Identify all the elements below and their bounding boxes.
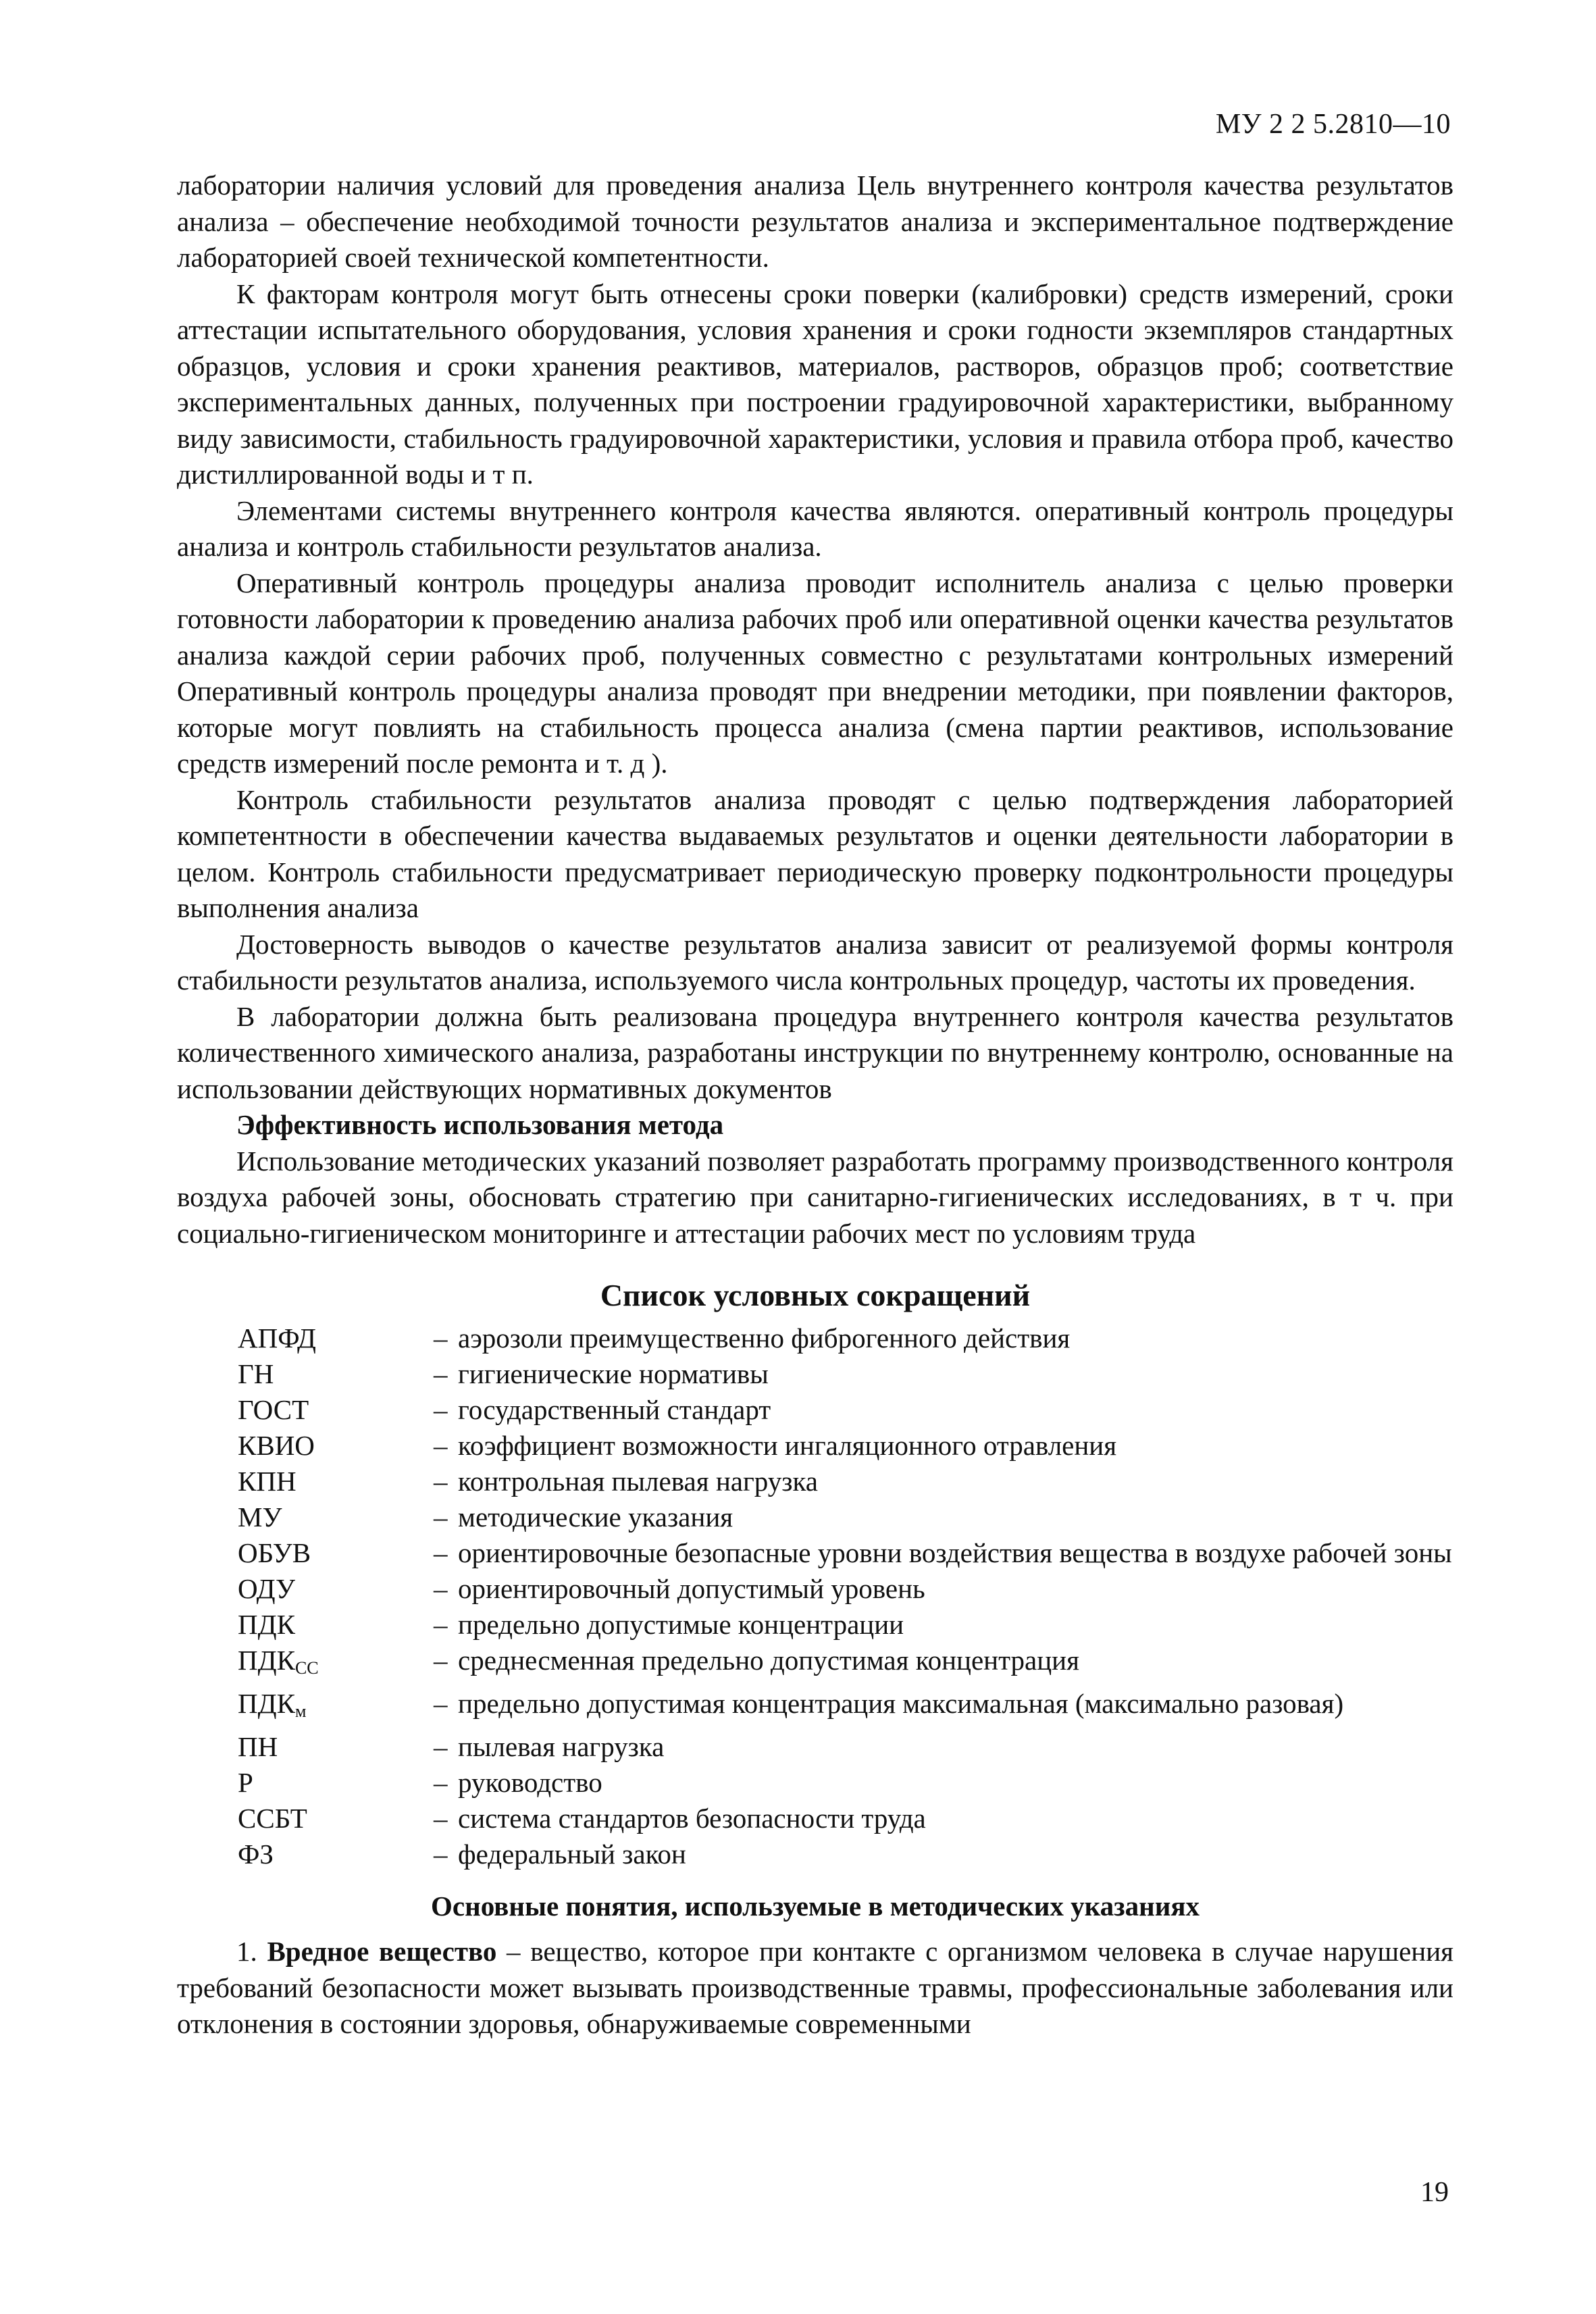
dash-separator: – — [434, 1501, 448, 1533]
abbreviation-definition-text: методические указания — [458, 1501, 733, 1533]
paragraph: Достоверность выводов о качестве результатов анализа зависит от реализуемой формы контроля стабильности результатов анализа, используемого числа контрольных процедур, частоты их проведения. — [177, 928, 1453, 996]
abbreviation-definition-text: система стандартов безопасности труда — [458, 1802, 926, 1834]
abbreviation-row — [238, 1836, 1453, 1872]
abbreviation-row — [238, 1801, 1453, 1836]
abbreviation-definition-text: федеральный закон — [458, 1838, 686, 1870]
concepts-title: Основные понятия, используемые в методических указаниях — [430, 1890, 1200, 1922]
abbreviation-definition — [434, 1801, 1453, 1836]
dash-separator: – — [434, 1644, 448, 1676]
abbreviation-term-text: КПН — [238, 1465, 297, 1497]
abbreviation-term-subscript: СС — [294, 1657, 319, 1678]
dash-separator: – — [434, 1465, 448, 1497]
abbreviation-term — [238, 1686, 434, 1729]
dash-separator: – — [434, 1687, 448, 1719]
abbreviation-term-text: Р — [238, 1766, 253, 1798]
dash-separator: – — [434, 1322, 448, 1354]
abbreviation-term — [238, 1535, 434, 1571]
abbreviation-term-text: ОБУВ — [238, 1537, 311, 1568]
abbreviation-term-text: ПДК — [238, 1687, 295, 1719]
paragraph: Оперативный контроль процедуры анализа проводит исполнитель анализа с целью проверки готовности лаборатории к проведению анализа рабочих проб или оперативной оценки качества результатов анализа каждой серии рабочих проб, полученных совместно с результатами контрольных измерений Оперативный контроль процедуры анализа проводят при внедрении методики, при появлении факторов, которые могут повлиять на стабильность процесса анализа (смена партии реактивов, использование средств измерений после ремонта и т. д ). — [177, 567, 1453, 779]
abbreviation-definition — [434, 1320, 1453, 1356]
concept-item-1 — [177, 1934, 1453, 2042]
abbreviation-definition-text: предельно допустимые концентрации — [458, 1608, 904, 1640]
efficiency-heading: Эффективность использования метода — [236, 1109, 724, 1140]
abbreviation-definition — [434, 1765, 1453, 1801]
abbreviation-definition-text: контрольная пылевая нагрузка — [458, 1465, 818, 1497]
abbreviation-definition-text: коэффициент возможности ингаляционного отравления — [458, 1429, 1117, 1461]
abbreviation-definition — [434, 1499, 1453, 1535]
paragraph: К факторам контроля могут быть отнесены сроки поверки (калибровки) средств измерений, сроки аттестации испытательного оборудования, условия хранения и сроки годности экземпляров стандартных образцов, условия и сроки хранения реактивов, материалов, растворов, образцов проб; соответствие экспериментальных данных, полученных при построении градуировочной характеристики, выбранному виду зависимости, стабильность градуировочной характеристики, условия и правила отбора проб, качество дистиллированной воды и т п. — [177, 278, 1453, 490]
abbreviation-definition-text: ориентировочный допустимый уровень — [458, 1572, 925, 1604]
abbreviation-definition-text: гигиенические нормативы — [458, 1358, 769, 1389]
page-number: 19 — [1420, 2177, 1449, 2208]
abbreviation-term-text: ПН — [238, 1730, 278, 1762]
abbreviation-definition — [434, 1392, 1453, 1428]
abbreviation-term — [238, 1464, 434, 1499]
abbreviation-definition — [434, 1643, 1453, 1678]
abbreviation-term-text: МУ — [238, 1501, 282, 1533]
abbreviations-list — [238, 1320, 1453, 1872]
abbreviation-definition-text: предельно допустимая концентрация максимальная (максимально разовая) — [458, 1687, 1344, 1719]
abbreviation-term-text: ССБТ — [238, 1802, 307, 1834]
paragraph: лаборатории наличия условий для проведения анализа Цель внутреннего контроля качества результатов анализа – обеспечение необходимой точности результатов анализа и экспериментальное подтверждение лабораторией своей технической компетентности. — [177, 170, 1453, 273]
page-body — [177, 168, 1453, 2042]
abbreviation-term — [238, 1729, 434, 1765]
abbreviation-row — [238, 1607, 1453, 1643]
abbreviation-row — [238, 1765, 1453, 1801]
abbreviations-title: Список условных сокращений — [600, 1278, 1031, 1312]
dash-separator: – — [434, 1802, 448, 1834]
abbreviation-term — [238, 1392, 434, 1428]
dash-separator: – — [434, 1608, 448, 1640]
abbreviation-row — [238, 1392, 1453, 1428]
abbreviation-term-text: ФЗ — [238, 1838, 274, 1870]
abbreviation-term-text: ПДК — [238, 1644, 295, 1676]
paragraph: В лаборатории должна быть реализована процедура внутреннего контроля качества результатов количественного химического анализа, разработаны инструкции по внутреннему контролю, основанные на использовании действующих нормативных документов — [177, 1000, 1453, 1104]
abbreviation-definition — [434, 1729, 1453, 1765]
abbreviation-definition-text: аэрозоли преимущественно фиброгенного действия — [458, 1322, 1071, 1354]
abbreviation-row — [238, 1320, 1453, 1356]
abbreviation-term — [238, 1765, 434, 1801]
abbreviation-definition-text: руководство — [458, 1766, 602, 1798]
efficiency-paragraph: Использование методических указаний позволяет разработать программу производственного контроля воздуха рабочей зоны, обосновать стратегию при санитарно-гигиенических исследованиях, в т ч. при социально-гигиеническом мониторинге и аттестации рабочих мест по условиям труда — [177, 1145, 1453, 1249]
abbreviation-term — [238, 1428, 434, 1464]
concept-term: Вредное вещество — [267, 1936, 497, 1967]
abbreviation-term-subscript: м — [294, 1701, 307, 1721]
dash-separator: – — [434, 1730, 448, 1762]
dash-separator: – — [434, 1358, 448, 1389]
dash-separator: – — [434, 1838, 448, 1870]
abbreviation-row — [238, 1428, 1453, 1464]
paragraph: Контроль стабильности результатов анализа проводят с целью подтверждения лабораторией компетентности в обеспечении качества выдаваемых результатов и оценки деятельности лаборатории в целом. Контроль стабильности предусматривает периодическую проверку подконтрольности процедуры выполнения анализа — [177, 783, 1453, 923]
abbreviation-definition — [434, 1571, 1453, 1607]
abbreviation-row — [238, 1356, 1453, 1392]
abbreviation-row — [238, 1535, 1453, 1571]
abbreviation-term-text: АПФД — [238, 1322, 316, 1354]
abbreviation-term — [238, 1356, 434, 1392]
abbreviation-definition-text: ориентировочные безопасные уровни воздействия вещества в воздухе рабочей зоны — [458, 1537, 1452, 1568]
abbreviation-term — [238, 1643, 434, 1686]
abbreviation-row — [238, 1729, 1453, 1765]
dash-separator: – — [434, 1393, 448, 1425]
abbreviation-term-text: ПДК — [238, 1608, 295, 1640]
abbreviation-definition-text: среднесменная предельно допустимая концентрация — [458, 1644, 1079, 1676]
abbreviation-definition — [434, 1607, 1453, 1643]
abbreviation-term-text: ГОСТ — [238, 1393, 309, 1425]
paragraph: Элементами системы внутреннего контроля качества являются. оперативный контроль процедуры анализа и контроль стабильности результатов анализа. — [177, 494, 1453, 562]
abbreviation-term — [238, 1571, 434, 1607]
abbreviation-definition — [434, 1686, 1453, 1722]
abbreviation-row — [238, 1571, 1453, 1607]
dash-separator: – — [434, 1537, 448, 1568]
dash-separator: – — [434, 1572, 448, 1604]
abbreviation-term — [238, 1607, 434, 1643]
abbreviation-definition — [434, 1428, 1453, 1464]
abbreviation-term-text: КВИО — [238, 1429, 315, 1461]
abbreviation-term — [238, 1801, 434, 1836]
abbreviation-row — [238, 1686, 1453, 1729]
abbreviation-term — [238, 1836, 434, 1872]
dash-separator: – — [434, 1429, 448, 1461]
abbreviation-row — [238, 1643, 1453, 1686]
concept-definition: – вещество, которое при контакте с организмом человека в случае нарушения требований безопасности может вызывать производственные травмы, профессиональные заболевания или отклонения в состоянии здоровья, обнаруживаемые современными — [177, 1936, 1454, 2039]
document-code: МУ 2 2 5.2810—10 — [1215, 109, 1451, 140]
abbreviation-term-text: ГН — [238, 1358, 274, 1389]
abbreviation-row — [238, 1499, 1453, 1535]
abbreviation-term-text: ОДУ — [238, 1572, 296, 1604]
abbreviation-definition-text: пылевая нагрузка — [458, 1730, 665, 1762]
abbreviation-definition — [434, 1535, 1453, 1571]
abbreviation-definition — [434, 1356, 1453, 1392]
abbreviation-term — [238, 1499, 434, 1535]
abbreviation-definition — [434, 1464, 1453, 1499]
dash-separator: – — [434, 1766, 448, 1798]
abbreviation-row — [238, 1464, 1453, 1499]
abbreviation-definition — [434, 1836, 1453, 1872]
concept-number: 1. — [236, 1936, 257, 1967]
abbreviation-term — [238, 1320, 434, 1356]
abbreviation-definition-text: государственный стандарт — [458, 1393, 771, 1425]
